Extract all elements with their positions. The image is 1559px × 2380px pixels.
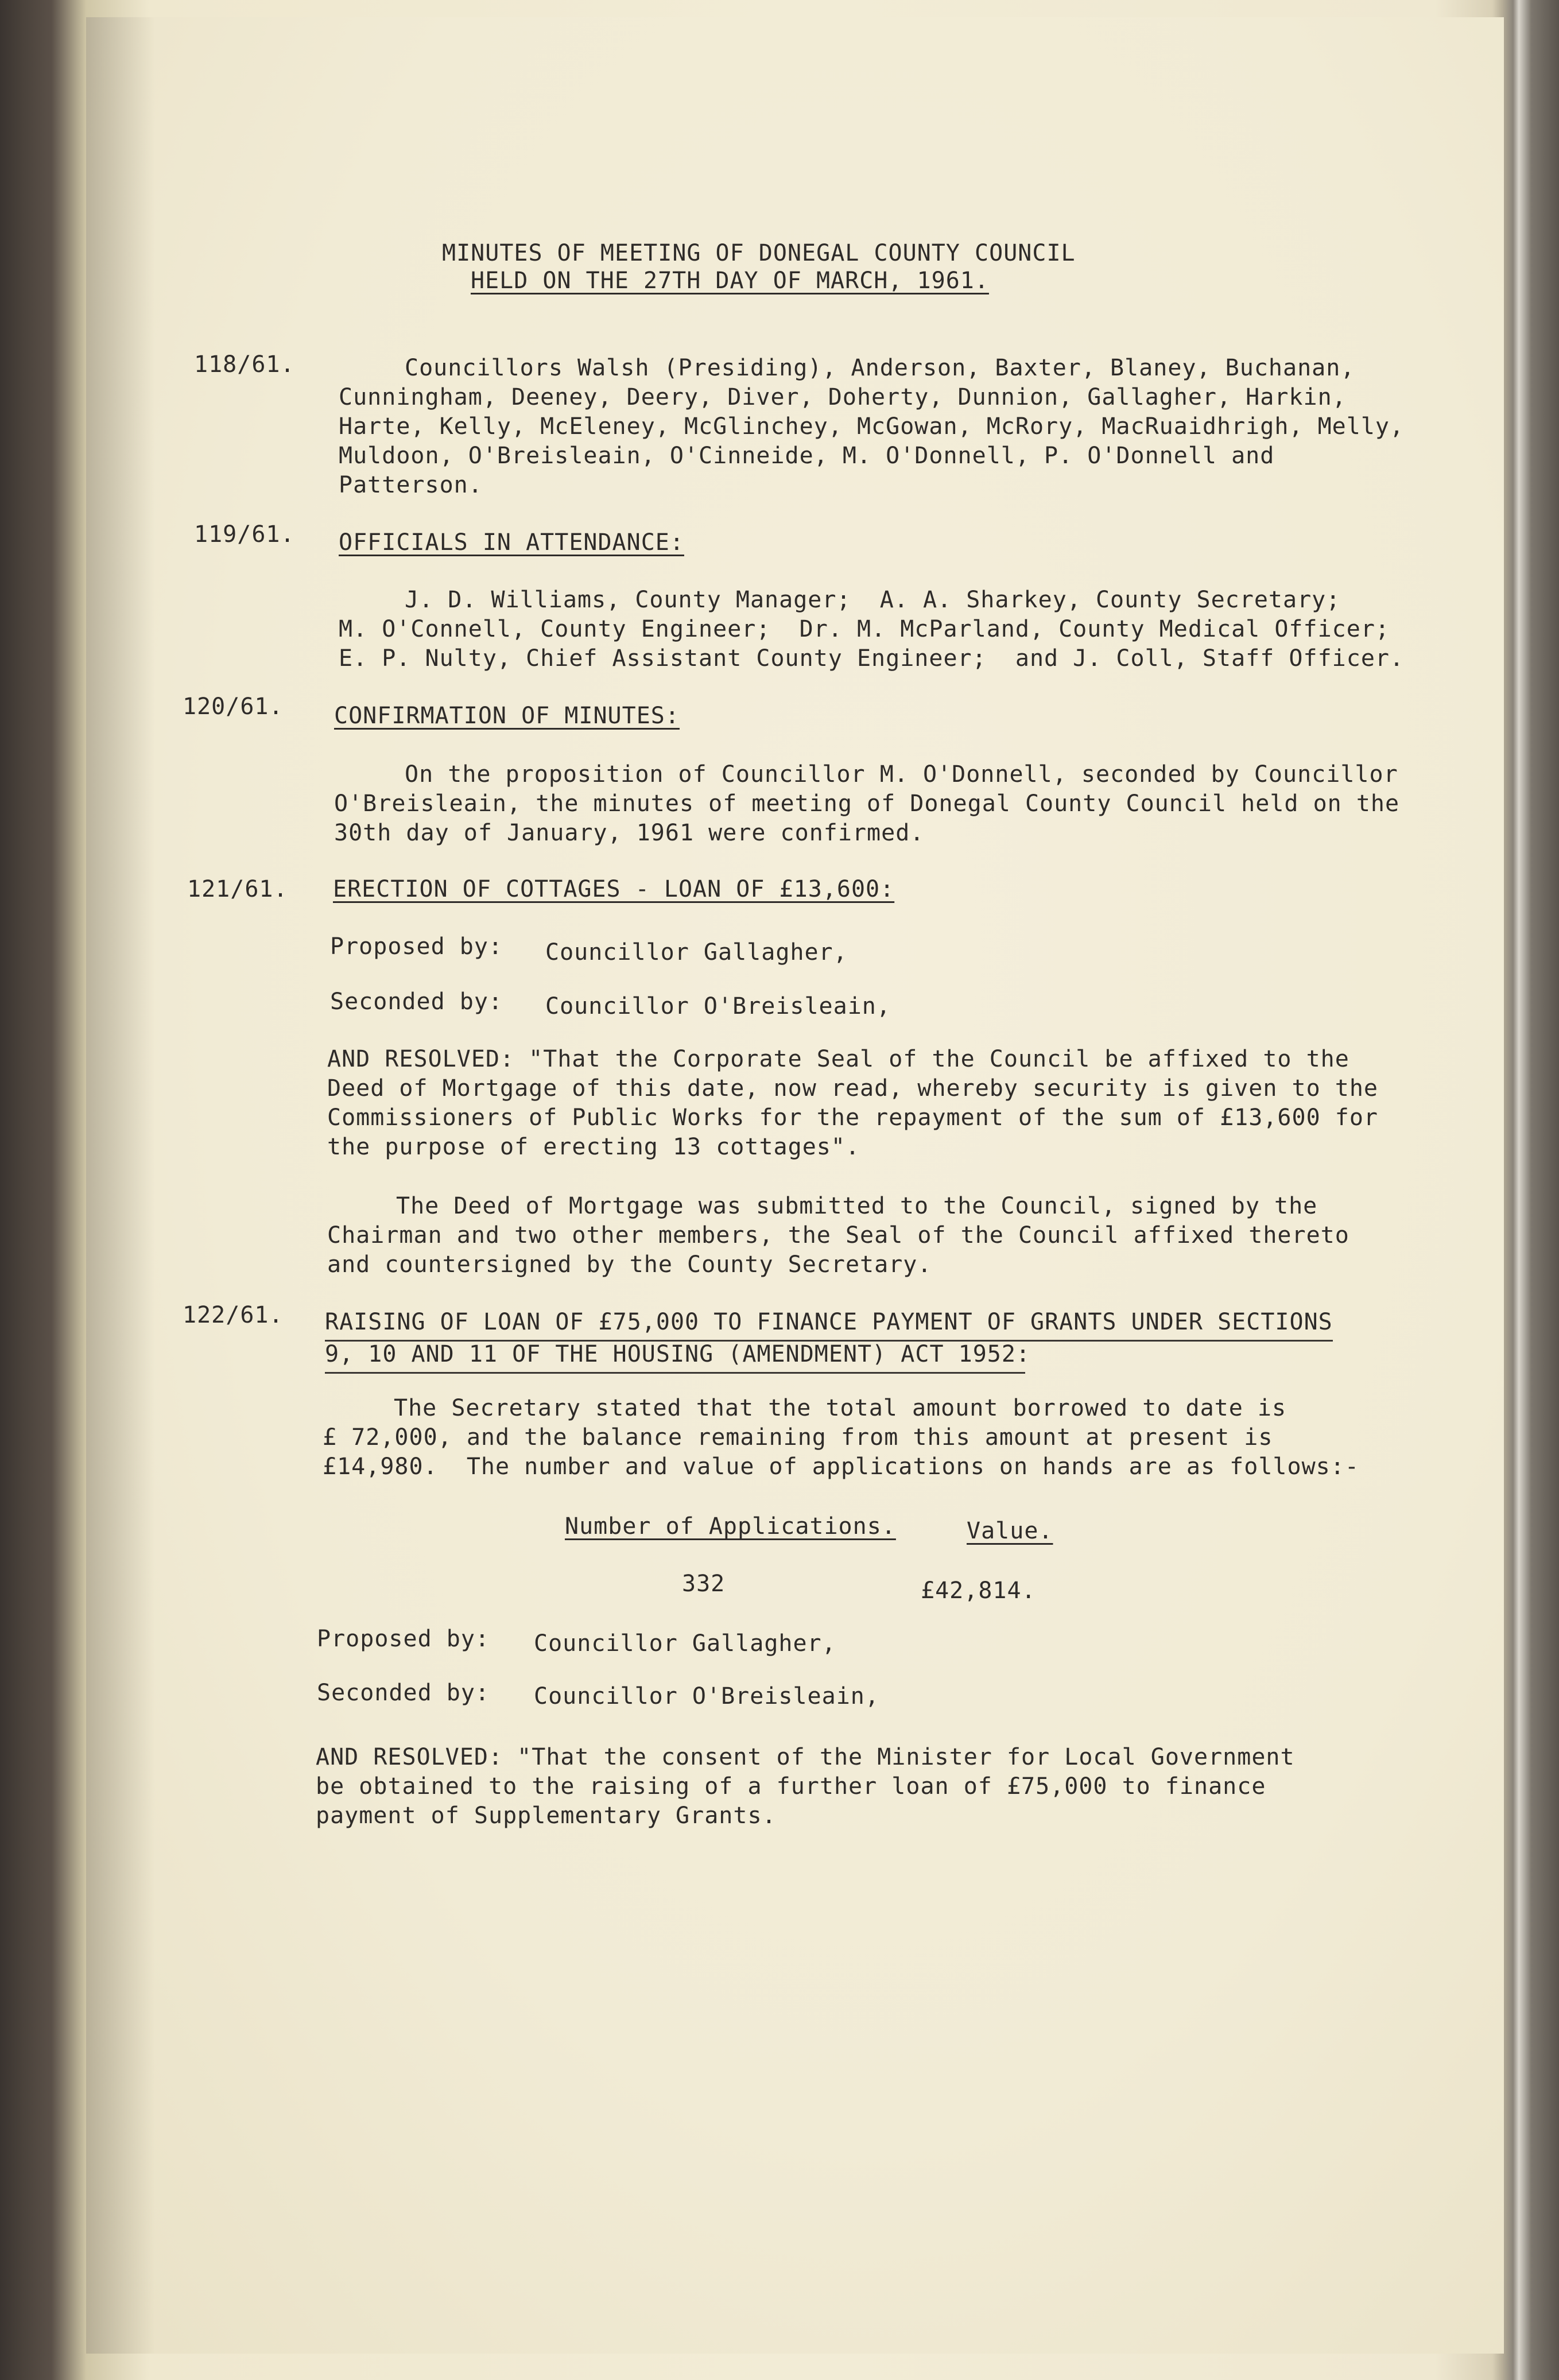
loan-heading-line-1: RAISING OF LOAN OF £75,000 TO FINANCE PAYMENT OF GRANTS UNDER SECTIONS — [325, 1309, 1333, 1335]
loan-proposed-label: Proposed by: — [317, 1626, 490, 1652]
item-number-122: 122/61. — [183, 1302, 284, 1328]
title-line-2: HELD ON THE 27TH DAY OF MARCH, 1961. — [471, 268, 989, 294]
item-number-120: 120/61. — [183, 693, 284, 720]
deed-line-2: Chairman and two other members, the Seal of the Council affixed thereto — [327, 1222, 1349, 1249]
item-number-121: 121/61. — [187, 876, 288, 902]
statement-line-1: The Secretary stated that the total amount borrowed to date is — [394, 1395, 1287, 1421]
loan-proposed-value: Councillor Gallagher, — [534, 1630, 836, 1657]
cottages-proposed-value: Councillor Gallagher, — [545, 939, 848, 966]
confirmation-heading: CONFIRMATION OF MINUTES: — [334, 703, 680, 729]
cottages-proposed-label: Proposed by: — [330, 933, 503, 960]
loan-resolved-line-3: payment of Supplementary Grants. — [316, 1803, 777, 1829]
officials-line-1: J. D. Williams, County Manager; A. A. Sharkey, County Secretary; — [405, 587, 1341, 613]
officials-line-2: M. O'Connell, County Engineer; Dr. M. McParland, County Medical Officer; — [339, 616, 1390, 642]
loan-seconded-value: Councillor O'Breisleain, — [534, 1683, 879, 1710]
loan-heading-underline-2 — [325, 1372, 1025, 1374]
cottages-seconded-label: Seconded by: — [330, 989, 503, 1015]
title-line-1: MINUTES OF MEETING OF DONEGAL COUNTY COUNCIL — [442, 240, 1076, 266]
confirmation-line-3: 30th day of January, 1961 were confirmed. — [334, 820, 925, 846]
attendance-line-5: Patterson. — [339, 472, 483, 498]
table-header-value: Value. — [967, 1518, 1053, 1544]
statement-line-3: £14,980. The number and value of applications on hands are as follows:- — [323, 1453, 1359, 1480]
loan-resolved-line-2: be obtained to the raising of a further loan of £75,000 to finance — [316, 1773, 1266, 1800]
cottages-heading: ERECTION OF COTTAGES - LOAN OF £13,600: — [333, 876, 895, 902]
attendance-line-3: Harte, Kelly, McEleney, McGlinchey, McGowan, McRory, MacRuaidhrigh, Melly, — [339, 413, 1405, 440]
deed-line-3: and countersigned by the County Secretary. — [327, 1251, 932, 1278]
item-number-118: 118/61. — [194, 351, 295, 378]
item-number-119: 119/61. — [194, 521, 295, 548]
officials-line-3: E. P. Nulty, Chief Assistant County Engineer; and J. Coll, Staff Officer. — [339, 645, 1405, 672]
attendance-line-4: Muldoon, O'Breisleain, O'Cinneide, M. O'Donnell, P. O'Donnell and — [339, 443, 1275, 469]
table-value-amount: £42,814. — [921, 1577, 1036, 1604]
cottages-resolved-line-1: AND RESOLVED: "That the Corporate Seal of the Council be affixed to the — [327, 1046, 1349, 1072]
loan-resolved-line-1: AND RESOLVED: "That the consent of the Minister for Local Government — [316, 1744, 1295, 1770]
attendance-line-1: Councillors Walsh (Presiding), Anderson, Baxter, Blaney, Buchanan, — [405, 355, 1355, 381]
confirmation-line-2: O'Breisleain, the minutes of meeting of Donegal County Council held on the — [334, 790, 1400, 817]
statement-line-2: £ 72,000, and the balance remaining from this amount at present is — [323, 1424, 1273, 1451]
officials-heading: OFFICIALS IN ATTENDANCE: — [339, 529, 684, 556]
cottages-resolved-line-4: the purpose of erecting 13 cottages". — [327, 1134, 860, 1160]
table-value-applications: 332 — [682, 1571, 726, 1597]
loan-seconded-label: Seconded by: — [317, 1680, 490, 1706]
cottages-resolved-line-3: Commissioners of Public Works for the repayment of the sum of £13,600 for — [327, 1104, 1378, 1131]
deed-line-1: The Deed of Mortgage was submitted to the Council, signed by the — [396, 1193, 1318, 1219]
cottages-seconded-value: Councillor O'Breisleain, — [545, 993, 891, 1020]
loan-heading-line-2: 9, 10 AND 11 OF THE HOUSING (AMENDMENT) ACT 1952: — [325, 1341, 1031, 1367]
table-header-applications: Number of Applications. — [565, 1513, 896, 1540]
confirmation-line-1: On the proposition of Councillor M. O'Donnell, seconded by Councillor — [405, 761, 1398, 788]
cottages-resolved-line-2: Deed of Mortgage of this date, now read, whereby security is given to the — [327, 1075, 1378, 1102]
attendance-line-2: Cunningham, Deeney, Deery, Diver, Doherty, Dunnion, Gallagher, Harkin, — [339, 384, 1347, 410]
